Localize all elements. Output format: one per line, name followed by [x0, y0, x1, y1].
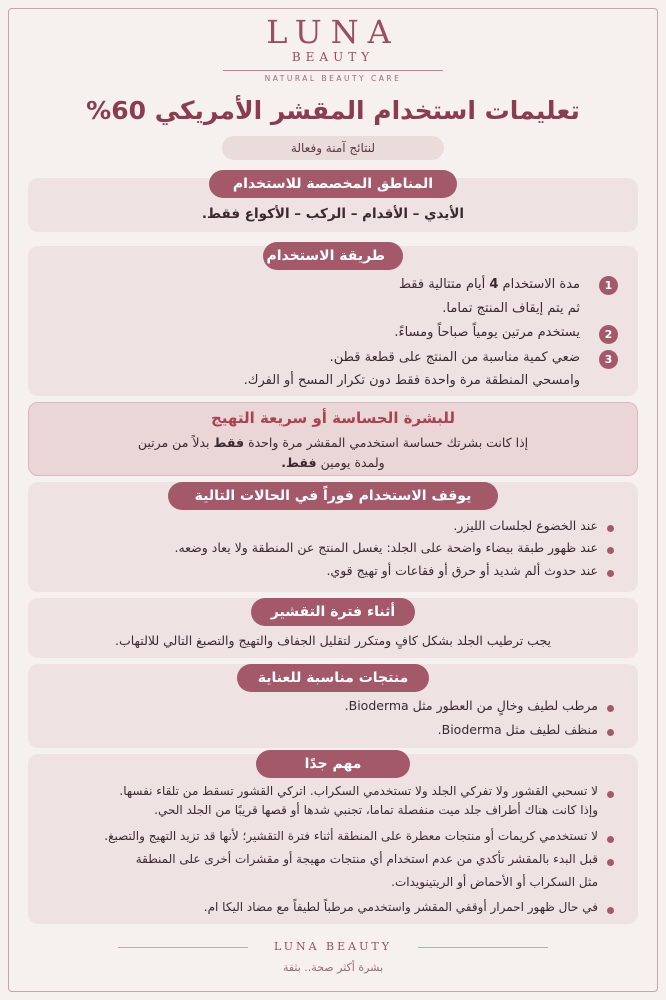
areas-text: الأيدي – الأقدام – الركب – الأكواع فقط. [201, 206, 465, 222]
step-2-number: 2 [599, 325, 618, 344]
products-bullet-2 [607, 729, 614, 736]
important-item-4: في حال ظهور احمرار أوقفي المقشر واستخدمي مرطباً لطيفاً مع مضاد اليكا ام. [203, 900, 598, 914]
important-card [28, 754, 638, 924]
important-item-3-line-1: قبل البدء بالمقشر تأكدي من عدم استخدام أي منتجات مهيجة أو مقشرات أخرى على المنطقة [135, 852, 598, 866]
important-item-2: لا تستخدمي كريمات أو منتجات معطرة على المنطقة أثناء فترة التقشير؛ لأنها قد تزيد التهيج والتصبغ. [104, 829, 598, 843]
important-bullet-1 [607, 791, 614, 798]
stop-card [28, 482, 638, 592]
sensitive-line-1 [29, 435, 637, 450]
peeling-heading: أثناء فترة التقشير [251, 598, 415, 626]
important-item-3-line-2: مثل السكراب أو الأحماض أو الريتينويدات. [391, 875, 598, 889]
page-subtitle: لنتائج آمنة وفعالة [222, 136, 444, 160]
important-item-1-line-1: لا تسحبي القشور ولا تفركي الجلد ولا تستخدمي السكراب. اتركي القشور تسقط من تلقاء نفسها. [119, 784, 598, 798]
sensitive-heading: للبشرة الحساسة أو سريعة التهيج [210, 409, 456, 427]
brand-divider [223, 70, 443, 71]
stop-item-1: عند الخضوع لجلسات الليزر. [453, 518, 598, 533]
step-1-days-number: 4 [489, 277, 499, 292]
brand-care: NATURAL BEAUTY CARE [264, 74, 402, 83]
sensitive-line-2-bold: فقط. [281, 455, 317, 470]
important-bullet-2 [607, 836, 614, 843]
step-1-line-1: مدة الاستخدام 4 أيام متتالية فقط [398, 277, 580, 292]
sensitive-line-2-a: ولمدة يومين [316, 455, 385, 470]
stop-heading: يوقف الاستخدام فوراً في الحالات التالية [168, 482, 498, 510]
products-card [28, 664, 638, 748]
important-bullet-3 [607, 859, 614, 866]
footer-brand: LUNA BEAUTY [274, 940, 392, 953]
products-item-2: منظف لطيف مثل Bioderma. [437, 722, 598, 737]
sensitive-card [28, 402, 638, 476]
important-bullet-4 [607, 907, 614, 914]
peeling-text: يجب ترطيب الجلد بشكل كافٍ ومتكرر لتقليل الجفاف والتهيج والتصبغ التالي للالتهاب. [114, 633, 552, 648]
step-2-line-1: يستخدم مرتين يومياً صباحاً ومساءً. [394, 325, 580, 340]
areas-heading: المناطق المخصصة للاستخدام [209, 170, 457, 198]
footer-tagline: بشرة أكثر صحة.. بثقة [282, 961, 384, 974]
sensitive-line-1-a: إذا كانت بشرتك حساسة استخدمي المقشر مرة واحدة [244, 435, 529, 450]
step-1-number: 1 [599, 276, 618, 295]
method-heading: طريقة الاستخدام [263, 242, 403, 270]
brand-sub: BEAUTY [291, 50, 375, 64]
important-item-1-line-2: وإذا كانت هناك أطراف جلد ميت منفصلة تماما، تجنبي شدها أو قصها قريبًا من الجلد الحي. [154, 803, 598, 817]
stop-item-2: عند ظهور طبقة بيضاء واضحة على الجلد: يغسل المنتج عن المنطقة ولا يعاد وضعه. [174, 540, 598, 555]
stop-bullet-1 [607, 525, 614, 532]
sensitive-line-1-bold: فقط [213, 435, 245, 450]
step-1-line-2: ثم يتم إيقاف المنتج تماما. [442, 301, 580, 316]
peeling-card [28, 598, 638, 658]
products-bullet-1 [607, 705, 614, 712]
products-heading: منتجات مناسبة للعناية [237, 664, 429, 692]
step-3-line-1: ضعي كمية مناسبة من المنتج على قطعة قطن. [329, 350, 580, 365]
sensitive-line-2 [29, 455, 637, 470]
brand-name: LUNA [266, 13, 400, 51]
method-card [28, 246, 638, 396]
important-heading: مهم جدًا [256, 750, 410, 778]
page-title: تعليمات استخدام المقشر الأمريكي 60% [86, 96, 580, 125]
step-3-number: 3 [599, 350, 618, 369]
sensitive-line-1-c: بدلاً من مرتين [137, 435, 214, 450]
step-3-line-2: وامسحي المنطقة مرة واحدة فقط دون تكرار المسح أو الفرك. [243, 373, 580, 388]
products-item-1: مرطب لطيف وخالٍ من العطور مثل Bioderma. [344, 698, 598, 713]
brand-logo [0, 14, 666, 83]
areas-card [28, 178, 638, 232]
stop-bullet-2 [607, 547, 614, 554]
stop-item-3: عند حدوث ألم شديد أو حرق أو فقاعات أو تهيج قوي. [326, 563, 598, 578]
stop-bullet-3 [607, 570, 614, 577]
